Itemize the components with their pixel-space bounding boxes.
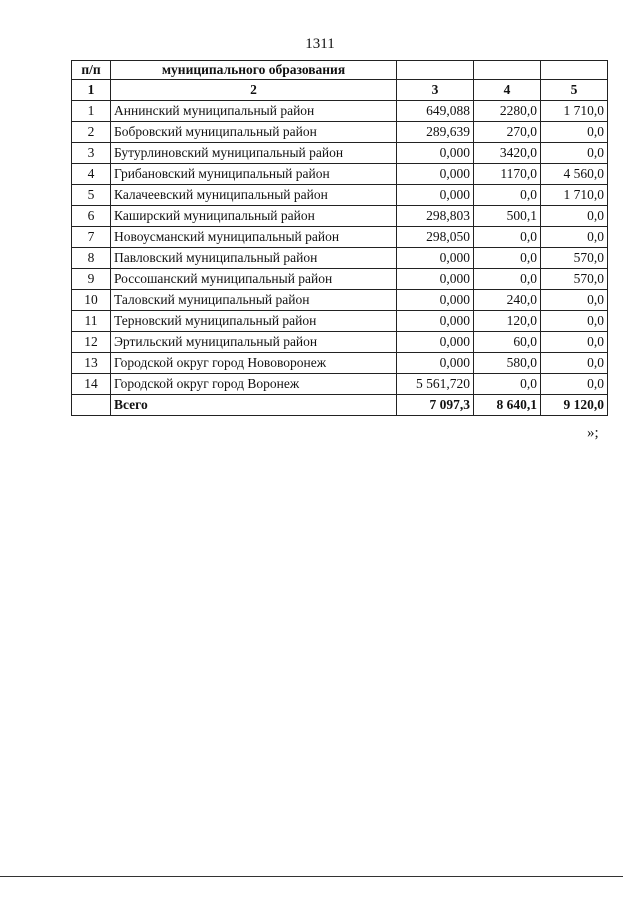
row-index: 12 [72, 332, 111, 353]
total-row [72, 395, 608, 416]
value-col5: 0,0 [541, 332, 608, 353]
total-index [72, 395, 111, 416]
table-row [72, 374, 608, 395]
table-row [72, 353, 608, 374]
table-row [72, 248, 608, 269]
row-index: 8 [72, 248, 111, 269]
municipality-name: Терновский муниципальный район [111, 311, 397, 332]
value-col4: 0,0 [474, 185, 541, 206]
value-col3: 298,050 [397, 227, 474, 248]
table-row [72, 164, 608, 185]
municipality-name: Новоусманский муниципальный район [111, 227, 397, 248]
table-row [72, 101, 608, 122]
total-col5: 9 120,0 [541, 395, 608, 416]
row-index: 5 [72, 185, 111, 206]
row-index: 9 [72, 269, 111, 290]
value-col3: 0,000 [397, 290, 474, 311]
value-col5: 0,0 [541, 143, 608, 164]
value-col4: 2280,0 [474, 101, 541, 122]
table-row [72, 269, 608, 290]
header-cell-col3 [397, 61, 474, 80]
value-col4: 500,1 [474, 206, 541, 227]
value-col5: 1 710,0 [541, 185, 608, 206]
footer-rule [0, 876, 623, 877]
municipality-name: Грибановский муниципальный район [111, 164, 397, 185]
value-col3: 0,000 [397, 143, 474, 164]
row-index: 13 [72, 353, 111, 374]
value-col5: 0,0 [541, 122, 608, 143]
value-col3: 0,000 [397, 269, 474, 290]
value-col5: 0,0 [541, 206, 608, 227]
value-col3: 0,000 [397, 248, 474, 269]
table-row [72, 332, 608, 353]
column-number: 5 [541, 80, 608, 101]
column-number-row [72, 80, 608, 101]
value-col5: 0,0 [541, 353, 608, 374]
column-number: 2 [111, 80, 397, 101]
value-col5: 0,0 [541, 374, 608, 395]
value-col4: 270,0 [474, 122, 541, 143]
table-row [72, 290, 608, 311]
municipality-name: Аннинский муниципальный район [111, 101, 397, 122]
row-index: 10 [72, 290, 111, 311]
value-col4: 0,0 [474, 248, 541, 269]
table-header-row [72, 61, 608, 80]
value-col3: 0,000 [397, 185, 474, 206]
total-label: Всего [111, 395, 397, 416]
row-index: 3 [72, 143, 111, 164]
value-col4: 120,0 [474, 311, 541, 332]
total-col4: 8 640,1 [474, 395, 541, 416]
value-col5: 0,0 [541, 290, 608, 311]
column-number: 4 [474, 80, 541, 101]
column-number: 3 [397, 80, 474, 101]
total-col3: 7 097,3 [397, 395, 474, 416]
value-col3: 0,000 [397, 311, 474, 332]
value-col3: 289,639 [397, 122, 474, 143]
value-col5: 0,0 [541, 227, 608, 248]
row-index: 14 [72, 374, 111, 395]
row-index: 7 [72, 227, 111, 248]
header-cell-name: муниципального образования [111, 61, 397, 80]
value-col4: 240,0 [474, 290, 541, 311]
municipality-name: Бобровский муниципальный район [111, 122, 397, 143]
municipality-name: Таловский муниципальный район [111, 290, 397, 311]
value-col4: 0,0 [474, 269, 541, 290]
municipality-name: Павловский муниципальный район [111, 248, 397, 269]
municipality-name: Калачеевский муниципальный район [111, 185, 397, 206]
table-row [72, 311, 608, 332]
value-col5: 4 560,0 [541, 164, 608, 185]
closing-quote: »; [587, 425, 599, 441]
table-row [72, 185, 608, 206]
municipality-name: Городской округ город Нововоронеж [111, 353, 397, 374]
value-col3: 0,000 [397, 164, 474, 185]
value-col3: 5 561,720 [397, 374, 474, 395]
header-cell-col4 [474, 61, 541, 80]
municipality-name: Каширский муниципальный район [111, 206, 397, 227]
value-col4: 0,0 [474, 227, 541, 248]
row-index: 6 [72, 206, 111, 227]
value-col4: 3420,0 [474, 143, 541, 164]
table-row [72, 122, 608, 143]
value-col4: 580,0 [474, 353, 541, 374]
value-col5: 570,0 [541, 248, 608, 269]
header-cell-index: п/п [72, 61, 111, 80]
value-col5: 0,0 [541, 311, 608, 332]
value-col3: 298,803 [397, 206, 474, 227]
value-col5: 1 710,0 [541, 101, 608, 122]
table-row [72, 206, 608, 227]
table-row [72, 143, 608, 164]
municipality-name: Городской округ город Воронеж [111, 374, 397, 395]
row-index: 2 [72, 122, 111, 143]
value-col4: 60,0 [474, 332, 541, 353]
value-col4: 0,0 [474, 374, 541, 395]
value-col3: 0,000 [397, 353, 474, 374]
budget-table [71, 60, 608, 416]
municipality-name: Эртильский муниципальный район [111, 332, 397, 353]
row-index: 11 [72, 311, 111, 332]
value-col3: 0,000 [397, 332, 474, 353]
column-number: 1 [72, 80, 111, 101]
row-index: 1 [72, 101, 111, 122]
row-index: 4 [72, 164, 111, 185]
municipality-name: Бутурлиновский муниципальный район [111, 143, 397, 164]
value-col3: 649,088 [397, 101, 474, 122]
municipality-name: Россошанский муниципальный район [111, 269, 397, 290]
table-row [72, 227, 608, 248]
page-number: 1311 [305, 36, 335, 52]
value-col5: 570,0 [541, 269, 608, 290]
header-cell-col5 [541, 61, 608, 80]
value-col4: 1170,0 [474, 164, 541, 185]
